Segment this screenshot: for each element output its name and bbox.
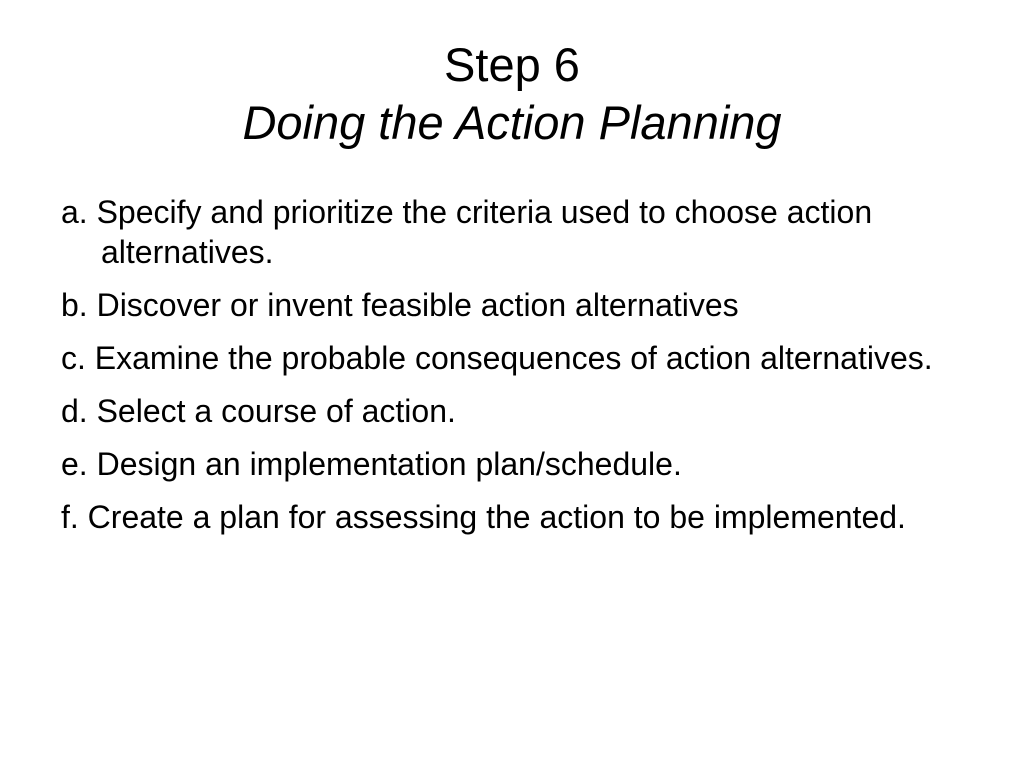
slide-title-block xyxy=(0,36,1024,152)
list-item-e: e. Design an implementation plan/schedule. xyxy=(61,446,682,482)
action-steps-list xyxy=(61,192,981,550)
slide-subtitle: Doing the Action Planning xyxy=(242,96,782,149)
slide-title: Step 6 xyxy=(444,38,580,91)
list-item-a: a. Specify and prioritize the criteria used to choose action alternatives. xyxy=(61,194,873,270)
list-item-c: c. Examine the probable consequences of action alternatives. xyxy=(61,340,933,376)
list-item-b: b. Discover or invent feasible action alternatives xyxy=(61,287,739,323)
list-item-d: d. Select a course of action. xyxy=(61,393,456,429)
list-item-f: f. Create a plan for assessing the action to be implemented. xyxy=(61,499,906,535)
